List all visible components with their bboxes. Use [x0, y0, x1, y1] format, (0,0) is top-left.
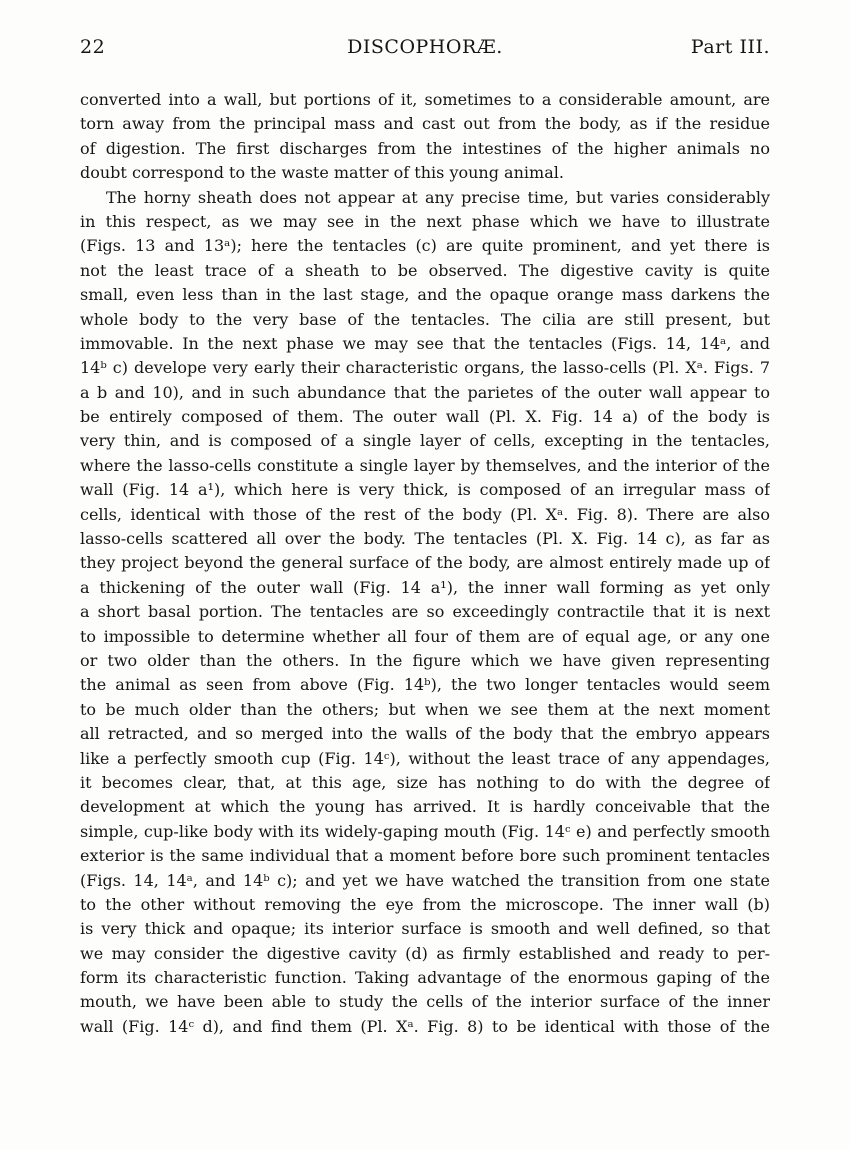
text-line: of digestion. The first discharges from the intestines of the higher animals no [80, 138, 770, 158]
body-text [80, 88, 770, 1039]
text-line: small, even less than in the last stage, and the opaque orange mass darkens the [80, 285, 770, 305]
text-line: wall (Fig. 14ᶜ d), and find them (Pl. Xᵃ. Fig. 8) to be identical with those of the [80, 1016, 770, 1036]
text-line: or two older than the others. In the figure which we have given representing [80, 650, 770, 670]
text-line: The horny sheath does not appear at any precise time, but varies considerably [106, 187, 770, 207]
page-number: 22 [80, 36, 106, 58]
text-line: it becomes clear, that, at this age, size has nothing to do with the degree of [80, 772, 770, 792]
text-line: is very thick and opaque; its interior surface is smooth and well defined, so that [80, 919, 770, 939]
text-line: 14ᵇ c) develope very early their characteristic organs, the lasso-cells (Pl. Xᵃ. Figs. 7 [80, 358, 770, 378]
text-line: immovable. In the next phase we may see that the tentacles (Figs. 14, 14ᵃ, and [80, 333, 770, 353]
text-line: cells, identical with those of the rest of the body (Pl. Xᵃ. Fig. 8). There are also [80, 504, 770, 524]
text-line: whole body to the very base of the tentacles. The cilia are still present, but [80, 309, 770, 329]
text-line: be entirely composed of them. The outer wall (Pl. X. Fig. 14 a) of the body is [80, 407, 770, 427]
text-line: in this respect, as we may see in the next phase which we have to illustrate [80, 211, 770, 231]
text-line: form its characteristic function. Taking advantage of the enormous gaping of the [80, 968, 770, 988]
text-line: wall (Fig. 14 a¹), which here is very thick, is composed of an irregular mass of [80, 480, 770, 500]
text-line: to the other without removing the eye from the microscope. The inner wall (b) [80, 894, 770, 914]
text-line: where the lasso-cells constitute a single layer by themselves, and the interior of the [80, 455, 770, 475]
text-line: torn away from the principal mass and cast out from the body, as if the residue [80, 114, 770, 134]
text-line: not the least trace of a sheath to be observed. The digestive cavity is quite [80, 260, 770, 280]
text-line: (Figs. 13 and 13ᵃ); here the tentacles (c) are quite prominent, and yet there is [80, 236, 770, 256]
text-line: all retracted, and so merged into the walls of the body that the embryo appears [80, 724, 770, 744]
text-line: a b and 10), and in such abundance that the parietes of the outer wall appear to [80, 382, 770, 402]
text-line: very thin, and is composed of a single layer of cells, excepting in the tentacles, [80, 431, 770, 451]
text-line: doubt correspond to the waste matter of this young animal. [80, 163, 564, 183]
text-line: to be much older than the others; but when we see them at the next moment [80, 699, 770, 719]
running-title: DISCOPHORÆ. [347, 36, 503, 58]
text-line: like a perfectly smooth cup (Fig. 14ᶜ), without the least trace of any appendages, [80, 748, 770, 768]
text-line: they project beyond the general surface of the body, are almost entirely made up of [80, 553, 770, 573]
text-line: to impossible to determine whether all four of them are of equal age, or any one [80, 626, 770, 646]
text-line: we may consider the digestive cavity (d) as firmly established and ready to per- [80, 943, 770, 963]
text-line: development at which the young has arrived. It is hardly conceivable that the [80, 797, 770, 817]
part-label: Part III. [690, 36, 770, 58]
text-line: mouth, we have been able to study the cells of the interior surface of the inner [80, 992, 770, 1012]
text-line: exterior is the same individual that a moment before bore such prominent tentacles [80, 846, 770, 866]
text-line: (Figs. 14, 14ᵃ, and 14ᵇ c); and yet we have watched the transition from one state [80, 870, 770, 890]
running-header [80, 36, 770, 64]
text-line: a thickening of the outer wall (Fig. 14 a¹), the inner wall forming as yet only [80, 577, 770, 597]
text-line: simple, cup-like body with its widely-gaping mouth (Fig. 14ᶜ e) and perfectly smooth [80, 821, 770, 841]
text-line: converted into a wall, but portions of it, sometimes to a considerable amount, are [80, 90, 770, 109]
text-line: the animal as seen from above (Fig. 14ᵇ), the two longer tentacles would seem [80, 675, 770, 695]
text-line: lasso-cells scattered all over the body. The tentacles (Pl. X. Fig. 14 c), as far as [80, 529, 770, 549]
text-line: a short basal portion. The tentacles are so exceedingly contractile that it is next [80, 602, 770, 622]
